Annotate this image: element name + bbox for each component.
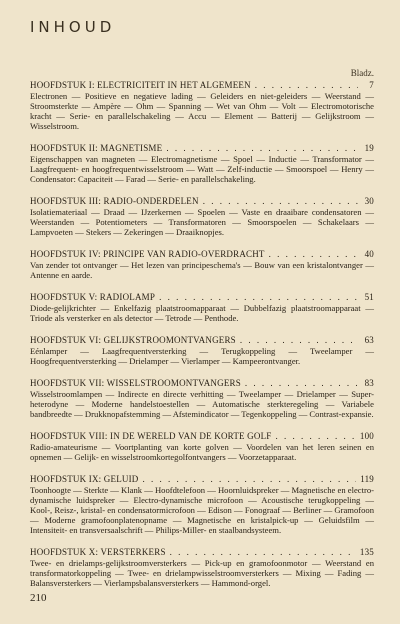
chapter-title: HOOFDSTUK IX: GELUID <box>30 474 139 484</box>
dot-leader <box>159 292 358 302</box>
chapter-entry <box>30 292 374 323</box>
chapter-page-number: 63 <box>364 335 374 345</box>
chapter-title: HOOFDSTUK VIII: IN DE WERELD VAN DE KORTE GOLF <box>30 431 272 441</box>
dot-leader <box>143 474 357 484</box>
chapter-heading <box>30 249 374 259</box>
chapter-entry <box>30 547 374 588</box>
chapter-summary: Electronen — Positieve en negatieve lading — Geleiders en niet-geleiders — Weerstand — Stroomsterkte — Ampère — Ohm — Spanning — Wet van Ohm — Volt — Electromotorische kracht — Serie- en parallelschakeling — Accu — Element — Batterij — Gelijkstroom — Wisselstroom. <box>30 91 374 131</box>
dot-leader <box>170 547 356 557</box>
chapter-entry <box>30 378 374 419</box>
chapter-title: HOOFDSTUK IV: PRINCIPE VAN RADIO-OVERDRACHT <box>30 249 265 259</box>
chapter-page-number: 100 <box>359 431 374 441</box>
chapter-page-number: 30 <box>364 196 374 206</box>
chapter-title: HOOFDSTUK III: RADIO-ONDERDELEN <box>30 196 199 206</box>
chapter-title: HOOFDSTUK I: ELECTRICITEIT IN HET ALGEMEEN <box>30 80 251 90</box>
chapter-entry <box>30 249 374 280</box>
chapter-summary: Eigenschappen van magneten — Electromagnetisme — Spoel — Inductie — Transformator — Laagfrequent- en hoogfrequentwisselstroom — Watt — Zelf-inductie — Smoorspoel — Henry — Condensator: Capaciteit — Farad — Serie- en parallelschakeling. <box>30 154 374 184</box>
chapter-page-number: 83 <box>364 378 374 388</box>
chapter-title: HOOFDSTUK V: RADIOLAMP <box>30 292 156 302</box>
chapter-title: HOOFDSTUK X: VERSTERKERS <box>30 547 166 557</box>
table-of-contents <box>30 80 374 600</box>
dot-leader <box>166 143 358 153</box>
page-title: INHOUD <box>30 18 116 36</box>
chapter-summary: Radio-amateurisme — Voortplanting van korte golven — Voordelen van het leren seinen en opnemen — Gelijk- en wisselstroomkortegolfontvangers — Voorzetapparaat. <box>30 442 374 462</box>
chapter-heading <box>30 196 374 206</box>
chapter-summary: Isolatiemateriaal — Draad — IJzerkernen — Spoelen — Vaste en draaibare condensatoren — Weerstanden — Potentiometers — Transformatoren — Smoorspoelen — Schakelaars — Lampvoeten — Stekers — Zekeringen — Draaiknopjes. <box>30 207 374 237</box>
page-column-label: Bladz. <box>350 68 374 78</box>
chapter-heading <box>30 547 374 557</box>
dot-leader <box>269 249 358 259</box>
chapter-entry <box>30 80 374 131</box>
chapter-heading <box>30 378 374 388</box>
chapter-entry <box>30 431 374 462</box>
chapter-page-number: 7 <box>369 80 374 90</box>
chapter-heading <box>30 292 374 302</box>
chapter-title: HOOFDSTUK VII: WISSELSTROOMONTVANGERS <box>30 378 241 388</box>
chapter-page-number: 135 <box>359 547 374 557</box>
chapter-heading <box>30 143 374 153</box>
chapter-title: HOOFDSTUK VI: GELIJKSTROOMONTVANGERS <box>30 335 236 345</box>
dot-leader <box>240 335 358 345</box>
chapter-heading <box>30 431 374 441</box>
dot-leader <box>276 431 356 441</box>
chapter-heading <box>30 335 374 345</box>
chapter-page-number: 40 <box>364 249 374 259</box>
chapter-summary: Eénlamper — Laagfrequentversterking — Terugkoppeling — Tweelamper — Hoogfrequentversterking — Drielamper — Vierlamper — Kampeerontvanger. <box>30 346 374 366</box>
chapter-heading <box>30 80 374 90</box>
chapter-summary: Van zender tot ontvanger — Het lezen van principeschema's — Bouw van een kristalontvanger — Antenne en aarde. <box>30 260 374 280</box>
chapter-heading <box>30 474 374 484</box>
dot-leader <box>203 196 358 206</box>
dot-leader <box>255 80 358 90</box>
chapter-page-number: 19 <box>364 143 374 153</box>
chapter-summary: Diode-gelijkrichter — Enkelfazig plaatstroomapparaat — Dubbelfazig plaatstroomapparaat — Triode als versterker en als detector — Tetrode — Penthode. <box>30 303 374 323</box>
footer-page-number: 210 <box>30 592 47 604</box>
chapter-title: HOOFDSTUK II: MAGNETISME <box>30 143 163 153</box>
chapter-summary: Wisselstroomlampen — Indirecte en directe verhitting — Tweelamper — Drielamper — Super-heterodyne — Moderne handelstoestellen — Automatische sterkteregeling — Variabele bandbreedte — Drukknopafstemming — Afstemindicator — Tegenkoppeling — Contrast-expansie. <box>30 389 374 419</box>
chapter-summary: Twee- en drielamps-gelijkstroomversterkers — Pick-up en gramofoonmotor — Weerstand en transformatorkoppeling — Twee- en drielampwisselstroomversterkers — Mixing — Fading — Balansversterkers — Vierlampsbalansversterkers — Hammond-orgel. <box>30 558 374 588</box>
chapter-page-number: 51 <box>364 292 374 302</box>
dot-leader <box>245 378 358 388</box>
chapter-entry <box>30 474 374 535</box>
chapter-page-number: 119 <box>360 474 374 484</box>
chapter-summary: Toonhoogte — Sterkte — Klank — Hoofdtelefoon — Hoornluidspreker — Magnetische en electro-dynamische luidspreker — Electro-dynamische microfoon — Acoustische terugkoppeling — Kool-, Reisz-, kristal- en condensatormicrofoon — Edison — Fonograaf — Berliner — Gramofoon — Moderne gramofoonplatenopname — Magnetische en kristalpick-up — Geluidsfilm — Intensiteit- en transversaalschrift — Philips-Miller- en staalbandsysteem. <box>30 485 375 535</box>
chapter-entry <box>30 143 374 184</box>
chapter-entry <box>30 196 374 237</box>
chapter-entry <box>30 335 374 366</box>
